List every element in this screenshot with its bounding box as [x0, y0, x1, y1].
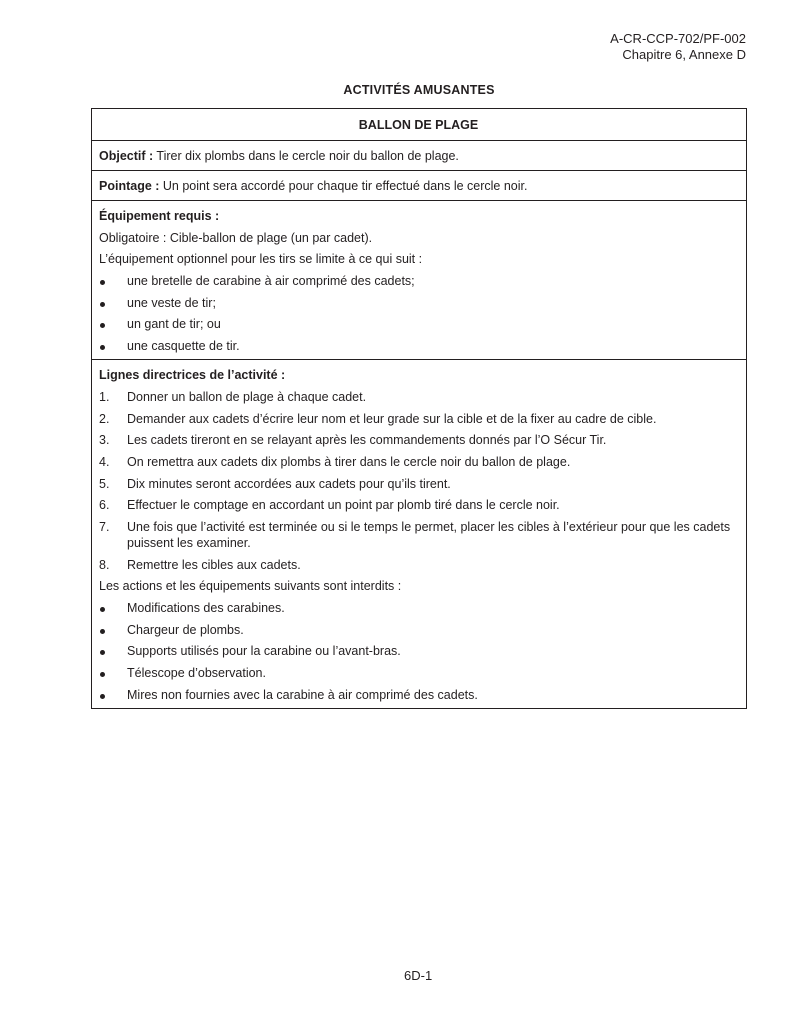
- step-text: Remettre les cibles aux cadets.: [127, 557, 301, 572]
- bullet-icon: [100, 345, 105, 350]
- list-item: une bretelle de carabine à air comprimé des cadets;: [99, 273, 738, 289]
- numbered-step: [99, 519, 738, 551]
- list-item: Modifications des carabines.: [99, 600, 738, 616]
- list-item: Chargeur de plombs.: [99, 622, 738, 638]
- step-number: 3.: [99, 433, 110, 448]
- numbered-step: [99, 454, 738, 470]
- numbered-step: [99, 389, 738, 405]
- step-number: 8.: [99, 557, 110, 572]
- numbered-step: [99, 432, 738, 448]
- document-code: A-CR-CCP-702/PF-002: [610, 31, 746, 46]
- bullet-icon: [100, 672, 105, 677]
- step-text: On remettra aux cadets dix plombs à tirer dans le cercle noir du ballon de plage.: [127, 454, 571, 469]
- activity-table: [91, 108, 747, 709]
- equipment-optional-intro: L’équipement optionnel pour les tirs se limite à ce qui suit :: [99, 252, 423, 267]
- page-number: 6D-1: [404, 968, 433, 983]
- equipment-mandatory: Obligatoire : Cible-ballon de plage (un par cadet).: [99, 230, 373, 245]
- step-text: Une fois que l’activité est terminée ou si le temps le permet, placer les cibles à l’extérieur pour que les cadets puissent les examiner.: [127, 519, 731, 550]
- step-number: 6.: [99, 498, 110, 513]
- step-text: Demander aux cadets d’écrire leur nom et leur grade sur la cible et de la fixer au cadre de cible.: [127, 411, 657, 426]
- scoring-label: Pointage :: [99, 178, 160, 193]
- bullet-icon: [100, 650, 105, 655]
- step-text: Dix minutes seront accordées aux cadets pour qu’ils tirent.: [127, 476, 451, 491]
- list-item: un gant de tir; ou: [99, 316, 738, 332]
- step-number: 2.: [99, 411, 110, 426]
- list-item: Mires non fournies avec la carabine à air comprimé des cadets.: [99, 687, 738, 703]
- activity-title: BALLON DE PLAGE: [358, 117, 479, 132]
- list-item: une casquette de tir.: [99, 338, 738, 354]
- bullet-icon: [100, 323, 105, 328]
- objective-text: Tirer dix plombs dans le cercle noir du ballon de plage.: [156, 148, 459, 163]
- step-text: Donner un ballon de plage à chaque cadet.: [127, 389, 367, 404]
- numbered-step: [99, 476, 738, 492]
- numbered-step: [99, 497, 738, 513]
- bullet-icon: [100, 280, 105, 285]
- list-item: Supports utilisés pour la carabine ou l’avant-bras.: [99, 643, 738, 659]
- numbered-step: [99, 411, 738, 427]
- step-text: Effectuer le comptage en accordant un point par plomb tiré dans le cercle noir.: [127, 498, 560, 513]
- bullet-icon: [100, 302, 105, 307]
- equipment-row: [92, 200, 746, 359]
- chapter-annex: Chapitre 6, Annexe D: [622, 47, 746, 62]
- activity-title-row: [92, 109, 746, 140]
- bullet-icon: [100, 694, 105, 699]
- step-number: 4.: [99, 454, 110, 469]
- scoring-row: [92, 170, 746, 200]
- scoring-text: Un point sera accordé pour chaque tir effectué dans le cercle noir.: [162, 178, 528, 193]
- list-item: Télescope d’observation.: [99, 665, 738, 681]
- step-text: Les cadets tireront en se relayant après les commandements donnés par l’O Sécur Tir.: [127, 433, 607, 448]
- step-number: 1.: [99, 389, 110, 404]
- prohibited-intro: Les actions et les équipements suivants sont interdits :: [99, 579, 402, 594]
- numbered-step: [99, 557, 738, 573]
- guidelines-heading: Lignes directrices de l’activité :: [99, 368, 286, 383]
- list-item: une veste de tir;: [99, 295, 738, 311]
- guidelines-row: [92, 359, 746, 708]
- bullet-icon: [100, 607, 105, 612]
- document-reference: [610, 31, 746, 63]
- equipment-heading: Équipement requis :: [99, 209, 220, 223]
- page-title: ACTIVITÉS AMUSANTES: [343, 83, 495, 97]
- step-number: 7.: [99, 519, 110, 534]
- objective-label: Objectif :: [99, 148, 154, 163]
- bullet-icon: [100, 629, 105, 634]
- objective-row: [92, 140, 746, 170]
- step-number: 5.: [99, 476, 110, 491]
